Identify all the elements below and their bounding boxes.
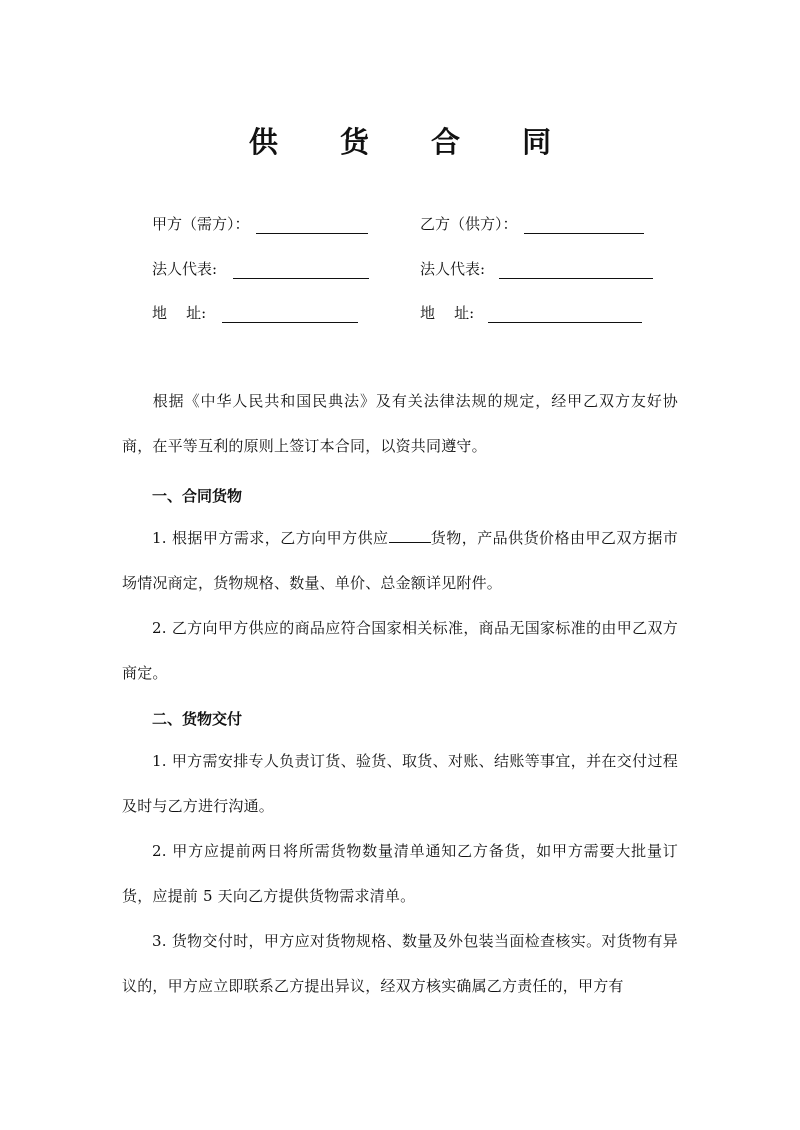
section1-clause1-text-a: 1. 根据甲方需求，乙方向甲方供应	[152, 529, 389, 547]
address-a-row	[152, 303, 358, 323]
address-a-label: 地 址:	[152, 304, 207, 322]
goods-name-blank[interactable]	[389, 526, 431, 543]
section1-clause2-text: 2. 乙方向甲方供应的商品应符合国家相关标准，商品无国家标准的由甲乙双方商定。	[122, 619, 678, 682]
legal-rep-a-label: 法人代表:	[152, 260, 218, 278]
section2-clause3	[122, 919, 678, 1009]
party-b-row	[420, 214, 644, 234]
section2-heading: 二、货物交付	[152, 710, 243, 728]
section2-clause1	[122, 739, 678, 829]
party-a-field[interactable]	[256, 215, 368, 234]
address-b-field[interactable]	[488, 304, 642, 323]
party-a-label: 甲方（需方）：	[152, 215, 250, 233]
party-a-row	[152, 214, 368, 234]
legal-rep-a-field[interactable]	[233, 260, 369, 279]
section1-clause2	[122, 606, 678, 696]
legal-rep-b-field[interactable]	[499, 260, 653, 279]
section1-clause1	[122, 516, 678, 606]
contract-title: 供 货 合 同	[248, 125, 578, 159]
legal-rep-b-row	[420, 259, 653, 279]
address-b-label: 地 址:	[420, 304, 475, 322]
section1-clause1-text-b: 货物，产品供货价格由甲乙双方据市场情况商定，货物规格、数量、单价、总金额详见附件。	[122, 529, 679, 592]
party-b-label: 乙方（供方）：	[420, 215, 518, 233]
section2-clause2	[122, 829, 678, 919]
legal-rep-a-row	[152, 259, 369, 279]
section1-heading: 一、合同货物	[152, 487, 243, 505]
section2-clause2-text: 2. 甲方应提前两日将所需货物数量清单通知乙方备货，如甲方需要大批量订货，应提前 5 天向乙方提供货物需求清单。	[122, 842, 678, 905]
legal-rep-b-label: 法人代表:	[420, 260, 486, 278]
intro-paragraph	[122, 379, 678, 469]
intro-text: 根据《中华人民共和国民典法》及有关法律法规的规定，经甲乙双方友好协商，在平等互利的原则上签订本合同，以资共同遵守。	[122, 392, 678, 455]
section2-clause3-text: 3. 货物交付时，甲方应对货物规格、数量及外包装当面检查核实。对货物有异议的，甲方应立即联系乙方提出异议，经双方核实确属乙方责任的，甲方有	[122, 932, 678, 995]
section2-clause1-text: 1. 甲方需安排专人负责订货、验货、取货、对账、结账等事宜，并在交付过程及时与乙方进行沟通。	[122, 752, 678, 815]
party-b-field[interactable]	[524, 215, 644, 234]
address-b-row	[420, 303, 642, 323]
address-a-field[interactable]	[222, 304, 358, 323]
